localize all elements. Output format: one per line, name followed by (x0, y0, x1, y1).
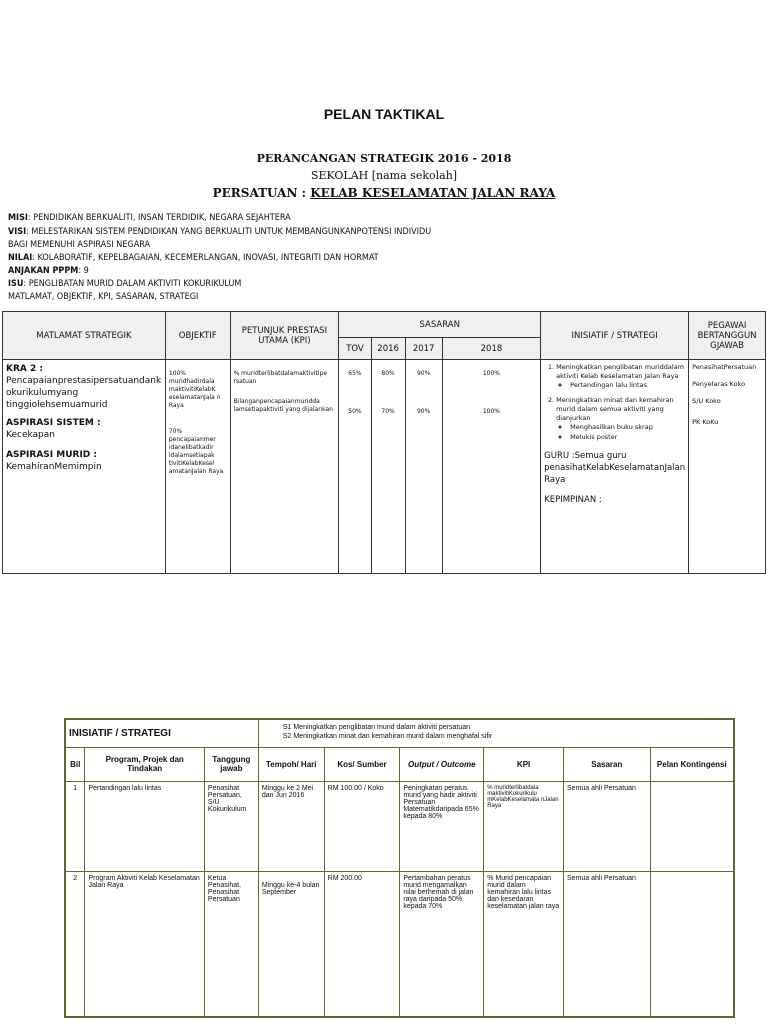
row-tempoh: Minggu ke-4 bulan September (258, 871, 324, 1017)
tov-cell: 65% 50% (339, 360, 371, 574)
header-output: Output / Outcome (400, 747, 484, 781)
header-sasaran: SASARAN (339, 312, 541, 338)
isu-line: ISU: PENGLIBATAN MURID DALAM AKTIVITI KOKURIKULUM (8, 279, 242, 289)
y2018-cell: 100% 100% (442, 360, 540, 574)
y2017-cell: 90% 90% (405, 360, 442, 574)
row-pelan (650, 871, 734, 1017)
inisiatif-item-2: 2. Meningkatkan minat dan kemahiran murid dalam semua aktiviti yang dianjurkan ◦ Menghasilkan buku skrap ◦ Melukis poster (556, 396, 685, 442)
misi-line: MISI: PENDIDIKAN BERKUALITI, INSAN TERDIDIK, NEGARA SEJAHTERA (8, 213, 291, 223)
header-2017: 2017 (405, 338, 442, 360)
anjakan-line: ANJAKAN PPPM: 9 (8, 266, 89, 276)
header-kos: Kos/ Sumber (324, 747, 400, 781)
guru-note: GURU :Semua guru penasihatKelabKeselamatanJalan Raya (544, 451, 686, 485)
header-kpi: PETUNJUK PRESTASI UTAMA (KPI) (230, 312, 339, 360)
header-bil: Bil (65, 747, 85, 781)
strategic-plan-table (2, 311, 766, 574)
kpi-cell: % muridterlibatdalamaktivitipe rsatuan Bilanganpencapaianmuridda lamsetiapaktiviti yang dijalankan (230, 360, 339, 574)
header-tanggung: Tanggung jawab (204, 747, 258, 781)
matlamat-line: MATLAMAT, OBJEKTIF, KPI, SASARAN, STRATEGI (8, 292, 199, 302)
plan-heading: PERANCANGAN STRATEGIK 2016 - 2018 (256, 152, 512, 165)
row-bil: 1 (65, 781, 85, 871)
header-tov: TOV (339, 338, 371, 360)
header-kpi2: KPI (484, 747, 564, 781)
school-heading: SEKOLAH [nama sekolah] (310, 169, 458, 182)
row-bil: 2 (65, 871, 85, 1017)
row-tanggung: Penasihat Persatuan, S/U Kokurikulum (204, 781, 258, 871)
inisiatif-cell (541, 360, 689, 574)
page-title: PELAN TAKTIKAL (323, 106, 445, 122)
y2016-cell: 80% 70% (371, 360, 405, 574)
row-program: Program Aktiviti Kelab Keselamatan Jalan Raya (85, 871, 204, 1017)
table-row (65, 871, 734, 1017)
row-sasaran: Semua ahli Persatuan (564, 781, 651, 871)
header-pegawai: PEGAWAI BERTANGGUN GJAWAB (689, 312, 766, 360)
header-inisiatif: INISIATIF / STRATEGI (541, 312, 689, 360)
initiative-table (64, 718, 735, 1018)
strategy-list: S1 Meningkatkan penglibatan murid dalam aktiviti persatuan S2 Meningkatkan minat dan kemahiran murid dalam menghafal sifir (258, 719, 734, 747)
row-kpi: % Murid pencapaian murid dalam kemahiran lalu lintas dan kesedaran keselamatan jalan raya (484, 871, 564, 1017)
row-output: Peningkatan peratus murid yang hadir aktiviti Persatuan Matematikdaripada 65% kepada 80% (400, 781, 484, 871)
visi-line: VISI: MELESTARIKAN SISTEM PENDIDIKAN YANG BERKUALITI UNTUK MEMBANGUNKANPOTENSI INDIVIDU (8, 227, 432, 237)
header-objektif: OBJEKTIF (165, 312, 230, 360)
header-sasaran2: Sasaran (564, 747, 651, 781)
table-row (65, 781, 734, 871)
header-pelan: Pelan Kontingensi (650, 747, 734, 781)
header-program: Program, Projek dan Tindakan (85, 747, 204, 781)
nilai-line: NILAI: KOLABORATIF, KEPELBAGAIAN, KECEMERLANGAN, INOVASI, INTEGRITI DAN HORMAT (8, 253, 379, 263)
header-2016: 2016 (371, 338, 405, 360)
row-pelan (650, 781, 734, 871)
pegawai-cell: PenasihatPersatuan Penyelaras Koko S/U Koko PK KoKu (689, 360, 766, 574)
matlamat-cell: KRA 2 : Pencapaianprestasipersatuandank okurikulumyang tinggiolehsemuamurid ASPIRASI SISTEM : Kecekapan ASPIRASI MURID : KemahiranMemimpin (3, 360, 166, 574)
row-kpi: % muridterlibatdala maktivitiKokurikulu mKelabKeselamata nJalan Raya (484, 781, 564, 871)
inisiatif-item-1: 1. Meningkatkan penglibatan muriddalam aktiviti Kelab Keselamatan Jalan Raya ◦ Pertandingan lalu lintas (556, 363, 685, 390)
kepimpinan-note: KEPIMPINAN : (544, 495, 602, 505)
row-kos: RM 100.00 / Koko (324, 781, 400, 871)
row-kos: RM 200.00 (324, 871, 400, 1017)
objektif-cell: 100% muridhadirdala maktivitiKelabK eselamatanJala n Raya 70% pencapaianmer idanelibatkadir idalamsetiapak tivitiKelabKesel amatanJalan Raya (165, 360, 230, 574)
inisiatif-header: INISIATIF / STRATEGI (65, 719, 258, 747)
row-program: Pertandingan lalu lintas (85, 781, 204, 871)
header-tempoh: Tempoh/ Hari (258, 747, 324, 781)
row-sasaran: Semua ahli Persatuan (564, 871, 651, 1017)
association-heading: PERSATUAN : KELAB KESELAMATAN JALAN RAYA (212, 186, 556, 200)
row-tanggung: Ketua Penasihat, Penasihat Persatuan (204, 871, 258, 1017)
row-tempoh: Minggu ke 2 Mei dan Jun 2016 (258, 781, 324, 871)
visi-line-2: BAGI MEMENUHI ASPIRASI NEGARA (8, 240, 151, 250)
header-2018: 2018 (442, 338, 540, 360)
header-matlamat: MATLAMAT STRATEGIK (3, 312, 166, 360)
row-output: Pertambahan peratus murid mengamalkan nilai berhemah di jalan raya daripada 50% kepada 70% (400, 871, 484, 1017)
